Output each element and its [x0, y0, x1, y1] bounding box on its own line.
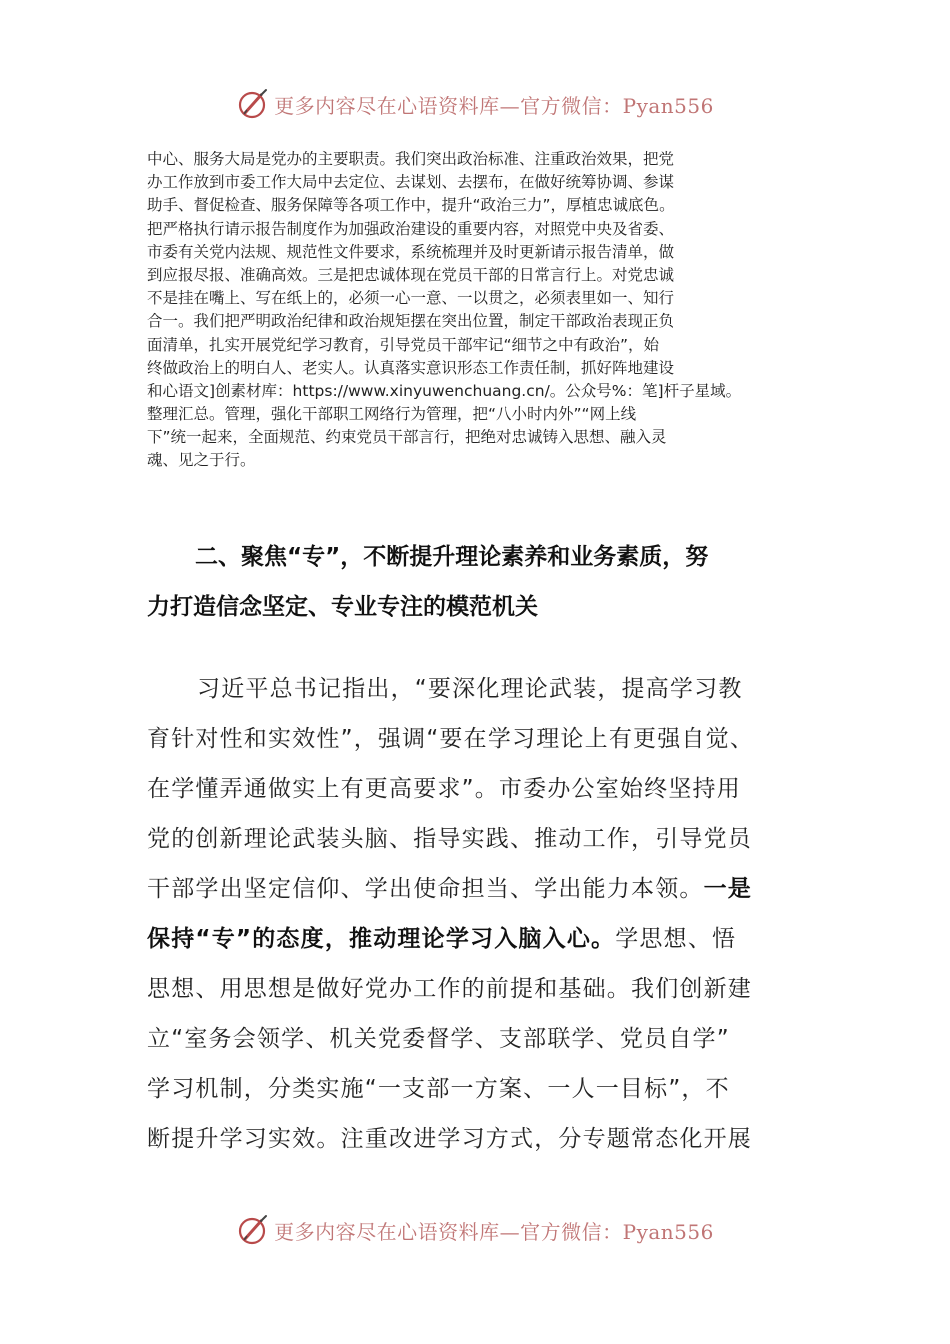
body-text: 在学懂弄通做实上有更高要求”。市委办公室始终坚持用 — [147, 776, 741, 802]
text-line: 办工作放到市委工作大局中去定位、去谋划、去摆布，在做好统筹协调、参谋 — [147, 173, 675, 192]
body-line — [147, 914, 807, 964]
heading-line: 力打造信念坚定、专业专注的模范机关 — [147, 594, 538, 620]
body-bold-text: 一是 — [703, 876, 753, 902]
text-line: 把严格执行请示报告制度作为加强政治建设的重要内容，对照党中央及省委、 — [147, 219, 675, 238]
body-line — [147, 1114, 807, 1164]
body-text: 断提升学习实效。注重改进学习方式，分专题常态化开展 — [147, 1126, 752, 1152]
text-line: 魂、见之于行。 — [147, 451, 256, 470]
body-text: 学思想、悟 — [615, 926, 737, 952]
body-text: 干部学出坚定信仰、学出使命担当、学出能力本领。 — [147, 876, 704, 902]
text-line: 和心语文]创素材库：https://www.xinyuwenchuang.cn/。公众号%：笔]杆子星域。 — [147, 381, 742, 400]
body-line — [147, 714, 807, 764]
body-line — [147, 814, 807, 864]
body-text: 习近平总书记指出，“要深化理论武装，提高学习教 — [197, 676, 743, 702]
body-text: 立“室务会领学、机关党委督学、支部联学、党员自学” — [147, 1026, 730, 1052]
body-line — [147, 764, 807, 814]
intro-paragraph — [147, 148, 827, 473]
body-line — [147, 1064, 807, 1114]
watermark-footer — [0, 1210, 950, 1250]
body-text: 党的创新理论武装头脑、指导实践、推动工作，引导党员 — [147, 826, 752, 852]
text-line: 下”统一起来，全面规范、约束党员干部言行，把绝对忠诚铸入思想、融入灵 — [147, 428, 667, 447]
body-text: 育针对性和实效性”，强调“要在学习理论上有更强自觉、 — [147, 726, 755, 752]
body-line — [147, 864, 807, 914]
body-text: 思想、用思想是做好党办工作的前提和基础。我们创新建 — [147, 976, 752, 1002]
text-line: 面清单，扎实开展党纪学习教育，引导党员干部牢记“细节之中有政治”，始 — [147, 335, 660, 354]
body-text: 学习机制，分类实施“一支部一方案、一人一目标”，不 — [147, 1076, 730, 1102]
body-line — [147, 664, 807, 714]
text-line: 不是挂在嘴上、写在纸上的，必须一心一意、一以贯之，必须表里如一、知行 — [147, 289, 675, 308]
pen-logo-icon — [236, 87, 270, 121]
text-line: 终做政治上的明白人、老实人。认真落实意识形态工作责任制，抓好阵地建设 — [147, 358, 675, 377]
body-bold-text: 保持“专”的态度，推动理论学习入脑入心。 — [147, 926, 616, 952]
watermark-text: 更多内容尽在心语资料库—官方微信：Pyan556 — [274, 93, 714, 118]
watermark-header — [0, 84, 950, 124]
pen-logo-icon — [236, 1213, 270, 1247]
watermark-text: 更多内容尽在心语资料库—官方微信：Pyan556 — [274, 1219, 714, 1244]
body-line — [147, 964, 807, 1014]
heading-line: 二、聚焦“专”，不断提升理论素养和业务素质，努 — [195, 544, 709, 570]
section-heading — [147, 532, 807, 632]
body-paragraph — [147, 664, 807, 1164]
text-line: 到应报尽报、准确高效。三是把忠诚体现在党员干部的日常言行上。对党忠诚 — [147, 265, 675, 284]
body-line — [147, 1014, 807, 1064]
text-line: 合一。我们把严明政治纪律和政治规矩摆在突出位置，制定干部政治表现正负 — [147, 312, 675, 331]
text-line: 整理汇总。管理，强化干部职工网络行为管理，把“八小时内外”“网上线 — [147, 405, 637, 424]
text-line: 助手、督促检查、服务保障等各项工作中，提升“政治三力”，厚植忠诚底色。 — [147, 196, 675, 215]
text-line: 中心、服务大局是党办的主要职责。我们突出政治标准、注重政治效果，把党 — [147, 150, 675, 168]
text-line: 市委有关党内法规、规范性文件要求，系统梳理并及时更新请示报告清单，做 — [147, 242, 675, 261]
